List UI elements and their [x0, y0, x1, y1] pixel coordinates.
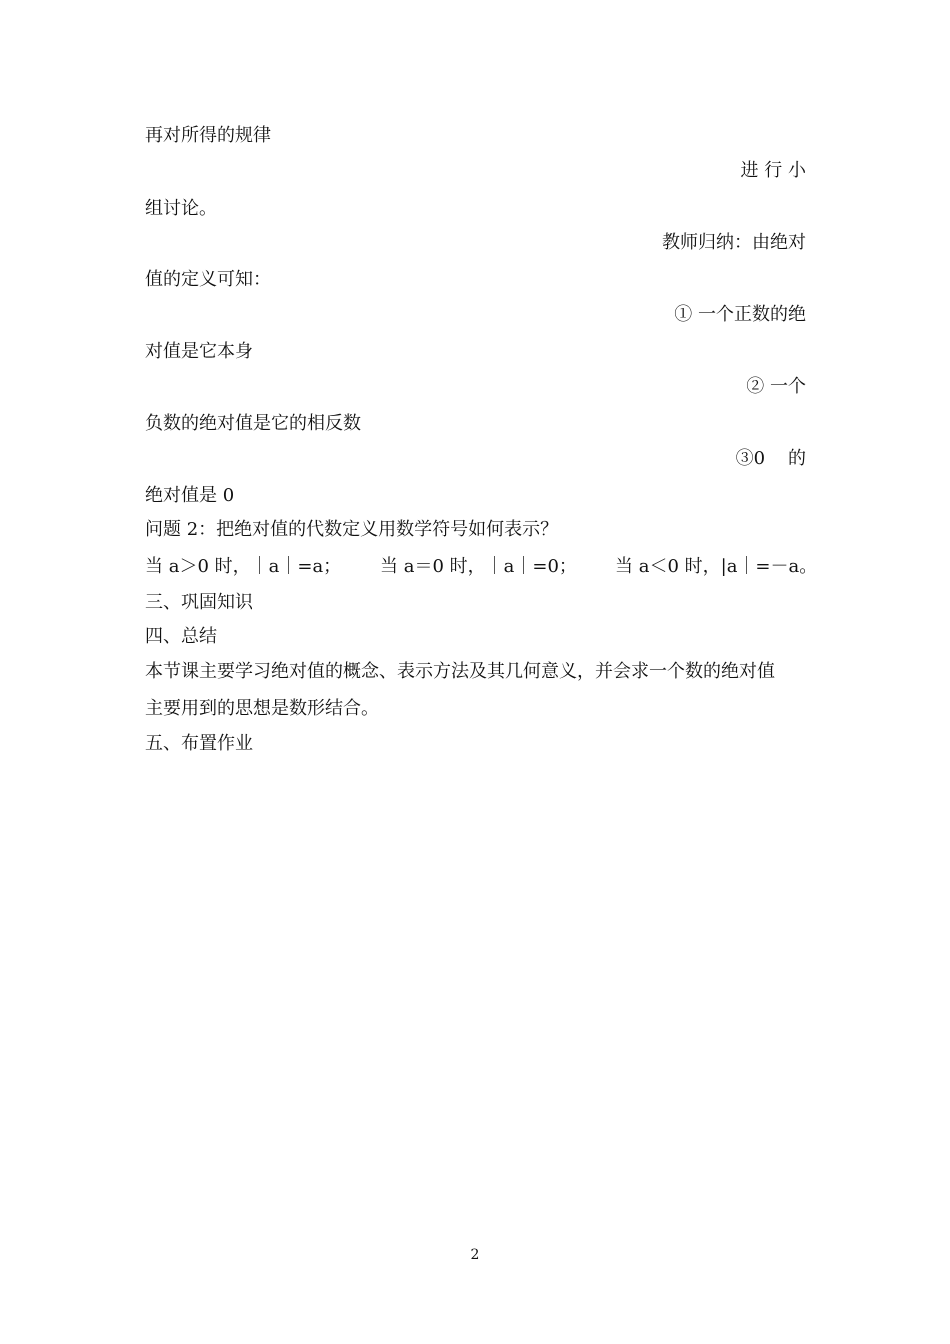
section-heading: 四、总结: [145, 626, 217, 647]
text-line: 进 行 小: [740, 160, 806, 181]
text-line: 值的定义可知：: [145, 269, 271, 290]
summary-text: 主要用到的思想是数形结合。: [145, 698, 379, 719]
section-heading: 三、巩固知识: [145, 592, 253, 613]
text-line: 再对所得的规律: [145, 125, 271, 146]
summary-text: 本节课主要学习绝对值的概念、表示方法及其几何意义，并会求一个数的绝对值: [145, 661, 775, 682]
question-2: 问题 2：把绝对值的代数定义用数学符号如何表示？: [145, 519, 559, 540]
section-heading: 五、布置作业: [145, 733, 253, 754]
text-line: ② 一个: [746, 376, 806, 397]
text-line: 教师归纳：由绝对: [662, 232, 806, 253]
text-line: 负数的绝对值是它的相反数: [145, 413, 361, 434]
text-line: 绝对值是 0: [145, 485, 235, 506]
case-zero: 当 a＝0 时，｜a｜=0；: [380, 556, 577, 577]
text-line: 组讨论。: [145, 198, 217, 219]
page-number: 2: [470, 1247, 480, 1263]
text-line: ① 一个正数的绝: [674, 304, 806, 325]
case-negative: 当 a＜0 时，|a｜=－a。: [615, 556, 818, 577]
text-line: 对值是它本身: [145, 341, 253, 362]
text-line: ③0 的: [735, 448, 806, 469]
case-positive: 当 a＞0 时，｜a｜=a；: [145, 556, 342, 577]
